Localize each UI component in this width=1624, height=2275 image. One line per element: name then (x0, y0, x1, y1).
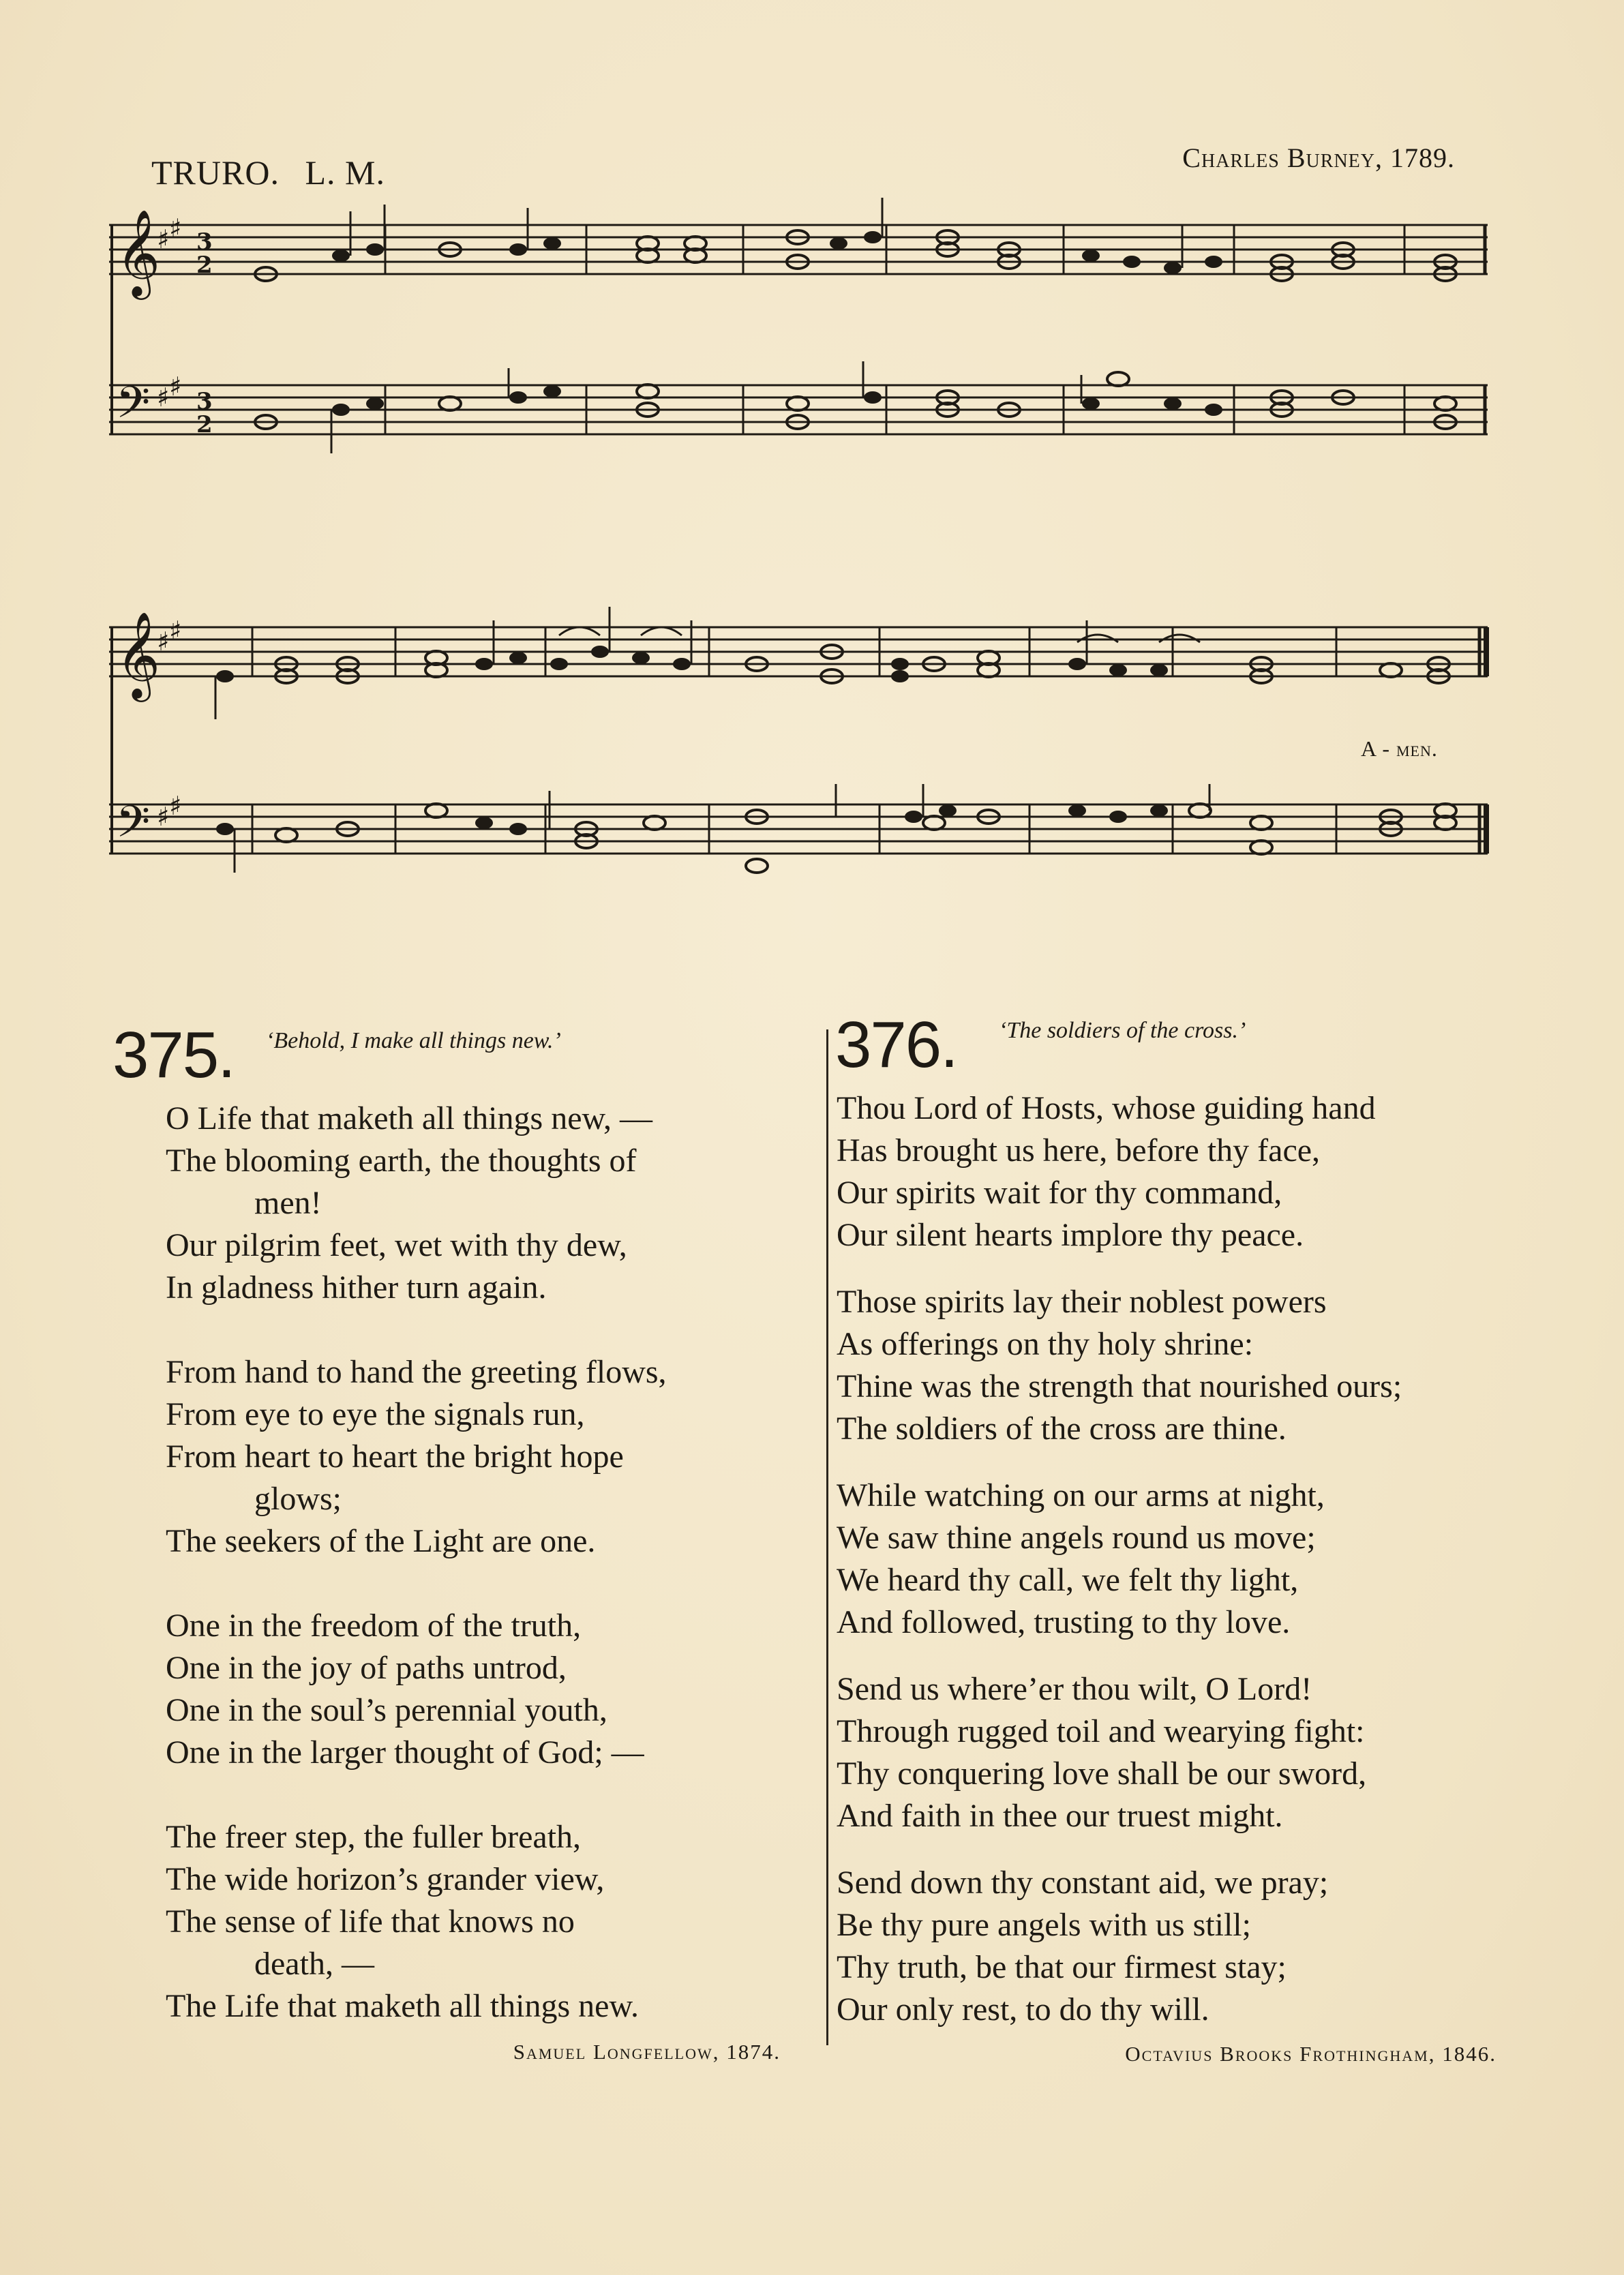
verse-line: The blooming earth, the thoughts of (166, 1143, 637, 1179)
stanza (837, 1281, 1531, 1450)
verse-line: Thy conquering love shall be our sword, (837, 1756, 1367, 1792)
verse-line: We heard thy call, we felt thy light, (837, 1562, 1299, 1598)
verse-line: As offerings on thy holy shrine: (837, 1326, 1254, 1362)
amen-lyric: A - men. (1361, 736, 1438, 761)
verse-line: While watching on our arms at night, (837, 1477, 1325, 1513)
svg-text:♯: ♯ (169, 213, 182, 243)
tune-composer: Charles Burney, 1789. (1182, 142, 1455, 173)
tune-name: TRURO. (151, 153, 280, 192)
svg-text:♯: ♯ (157, 627, 170, 657)
hymn-author: Octavius Brooks Frothingham, 1846. (1125, 2042, 1497, 2066)
verse-line: One in the larger thought of God; — (166, 1734, 644, 1771)
verse-line: Our spirits wait for thy command, (837, 1175, 1282, 1211)
verse-line: Our pilgrim feet, wet with thy dew, (166, 1227, 627, 1263)
verse-line: And followed, trusting to thy love. (837, 1604, 1291, 1640)
verse-line: Send down thy constant aid, we pray; (837, 1865, 1329, 1901)
verse-line: men! (254, 1185, 322, 1221)
hymn-number: 375 . (112, 1023, 235, 1088)
verse-line: Be thy pure angels with us still; (837, 1907, 1251, 1943)
svg-text:3: 3 (196, 388, 213, 415)
verse-line: The Life that maketh all things new. (166, 1988, 640, 2024)
svg-text:3: 3 (196, 228, 213, 256)
music-system-1 (109, 198, 1493, 511)
verse-line: Our only rest, to do thy will. (837, 1991, 1209, 2028)
verse-line: The sense of life that knows no (166, 1903, 575, 1940)
verse-line: glows; (254, 1481, 342, 1517)
verse-line: From eye to eye the signals run, (166, 1396, 585, 1432)
hymn-title: ‘ The soldiers of the cross. ’ (999, 1018, 1246, 1044)
music-staves-1 (109, 198, 1493, 511)
stanza (837, 1475, 1531, 1644)
svg-text:♯: ♯ (169, 616, 182, 646)
verse-line: From hand to hand the greeting flows, (166, 1354, 667, 1390)
stanza (166, 1098, 787, 1309)
hymn-author: Samuel Longfellow, 1874. (513, 2040, 781, 2064)
verse-line: The freer step, the fuller breath, (166, 1819, 582, 1855)
verse-line: Thine was the strength that nourished ours; (837, 1368, 1402, 1404)
verse-line: One in the soul’s perennial youth, (166, 1692, 607, 1728)
svg-text:𝄞: 𝄞 (116, 611, 161, 698)
stanza (837, 1668, 1531, 1837)
music-system-2 (109, 600, 1493, 914)
verse-line: death, — (254, 1946, 374, 1982)
verse-line: The wide horizon’s grander view, (166, 1861, 605, 1897)
svg-text:♯: ♯ (157, 802, 170, 832)
hymn-title: ‘ Behold, I make all things new. ’ (266, 1028, 561, 1054)
svg-text:♯: ♯ (169, 791, 182, 821)
verse-line: Has brought us here, before thy face, (837, 1132, 1321, 1169)
verse-line: Send us where’er thou wilt, O Lord! (837, 1671, 1312, 1707)
verse-line: Thy truth, be that our firmest stay; (837, 1949, 1287, 1985)
verse-line: In gladness hither turn again. (166, 1269, 547, 1306)
verse-line: Through rugged toil and wearying fight: (837, 1713, 1365, 1749)
svg-text:2: 2 (196, 411, 213, 438)
stanza (837, 1087, 1531, 1256)
stanza (166, 1605, 787, 1774)
stanza (837, 1862, 1531, 2031)
stanza (166, 1816, 787, 2028)
music-staves-2 (109, 600, 1493, 914)
verse-line: We saw thine angels round us move; (837, 1520, 1316, 1556)
verse-line: And faith in thee our truest might. (837, 1798, 1283, 1834)
tune-heading (151, 153, 385, 192)
svg-text:♯: ♯ (169, 372, 182, 402)
verse-line: Our silent hearts implore thy peace. (837, 1217, 1304, 1253)
hymn-number: 376 . (835, 1012, 957, 1078)
column-divider (826, 1029, 828, 2045)
verse-line: Thou Lord of Hosts, whose guiding hand (837, 1090, 1376, 1126)
svg-text:♯: ♯ (157, 224, 170, 254)
svg-text:2: 2 (196, 252, 213, 279)
verse-line: From heart to heart the bright hope (166, 1438, 624, 1475)
verse-line: O Life that maketh all things new, — (166, 1100, 653, 1136)
hymn-375 (112, 1019, 787, 2064)
hymn-376 (835, 1008, 1531, 2066)
verse-line: One in the joy of paths untrod, (166, 1650, 567, 1686)
verse-line: Those spirits lay their noblest powers (837, 1284, 1327, 1320)
svg-text:𝄞: 𝄞 (116, 209, 161, 296)
svg-text:𝄢: 𝄢 (116, 378, 151, 439)
verse-line: The seekers of the Light are one. (166, 1523, 596, 1559)
tune-meter: L. M. (305, 153, 385, 192)
stanza (166, 1351, 787, 1563)
svg-text:𝄢: 𝄢 (116, 797, 151, 858)
verse-line: The soldiers of the cross are thine. (837, 1411, 1287, 1447)
svg-text:♯: ♯ (157, 382, 170, 412)
verse-line: One in the freedom of the truth, (166, 1608, 582, 1644)
